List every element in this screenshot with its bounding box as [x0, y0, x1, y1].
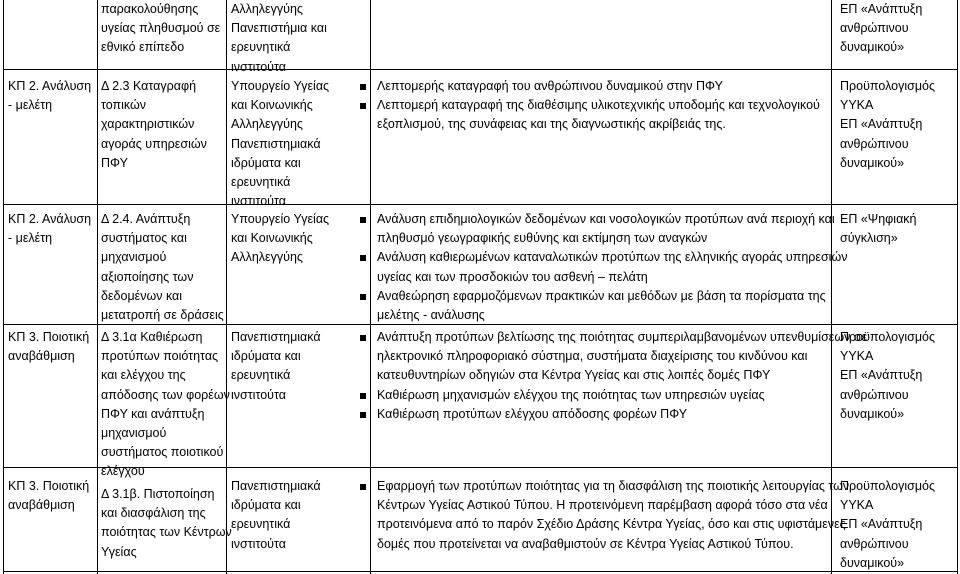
funding-cell-line: ΕΠ «Ανάπτυξη: [840, 517, 923, 532]
action-cell-line: μηχανισμού: [101, 250, 167, 265]
activity-text: Καθιέρωση μηχανισμών ελέγχου της ποιότητας των υπηρεσιών υγείας: [377, 387, 765, 402]
funding-cell-line: ανθρώπινου: [840, 136, 909, 151]
table-column-border: [97, 0, 98, 574]
action-cell-line: αξιοποίησης των: [101, 269, 194, 284]
funding-cell-line: ΥΥΚΑ: [840, 98, 874, 113]
bodies-cell-line: Υπουργείο Υγείας: [231, 212, 330, 226]
action-cell-line: ΠΦΥ και ανάπτυξη: [101, 406, 205, 421]
activity-text-line: [377, 386, 765, 405]
bodies-cell-line: Πανεπιστημιακά: [231, 136, 321, 151]
bullet-icon: [360, 335, 366, 341]
table-row-border: [3, 467, 957, 468]
bullet-icon: [360, 294, 366, 300]
action-cell-line: μετατροπή σε δράσεις: [101, 308, 224, 322]
action-cell-line: Δ 2.3 Καταγραφή: [101, 79, 197, 93]
activity-text: Λεπτομερής καταγραφή του ανθρώπινου δυναμικού στην ΠΦΥ: [377, 79, 723, 93]
funding-cell-line: ΥΥΚΑ: [840, 498, 874, 513]
activity-text-line: [377, 210, 835, 229]
funding-cell-line: δυναμικού»: [840, 555, 905, 570]
activity-text-line: ηλεκτρονικό πληροφοριακό σύστημα, συστήματα διαχείρισης του κινδύνου και: [377, 349, 808, 364]
funding-cell-line: δυναμικού»: [840, 40, 905, 55]
bodies-cell-line: ινστιτούτα: [231, 536, 286, 551]
action-cell-line: εθνικό επίπεδο: [101, 40, 185, 55]
bodies-cell-line: ινστιτούτα: [231, 387, 286, 402]
bullet-icon: [360, 217, 366, 223]
action-cell-line: Δ 2.4. Ανάπτυξη: [101, 212, 191, 226]
bullet-icon: [360, 255, 366, 261]
bullet-icon: [360, 484, 366, 490]
bodies-cell-line: ιδρύματα και: [231, 498, 301, 513]
action-cell-line: τοπικών: [101, 98, 147, 113]
activity-text-line: [377, 287, 826, 306]
funding-cell-line: ΥΥΚΑ: [840, 349, 874, 364]
action-cell-line: δεδομένων και: [101, 288, 183, 303]
activity-text-line: [377, 96, 820, 115]
activity-text-line: κατευθυντηρίων οδηγιών στα Κέντρα Υγείας και στις λοιπές δομές ΠΦΥ: [377, 368, 771, 383]
action-cell-line: Δ 3.1α Καθιέρωση: [101, 330, 203, 344]
bodies-cell-line: ινστιτούτα: [231, 59, 286, 74]
table-row-border: [3, 69, 957, 70]
table-column-border: [957, 0, 958, 574]
table-column-border: [3, 0, 4, 574]
activity-text: Αναθεώρηση εφαρμοζόμενων πρακτικών και μεθόδων με βάση τα πορίσματα της: [377, 288, 826, 303]
goal-cell-line: αναβάθμιση: [8, 349, 75, 364]
action-cell-line: ελέγχου: [101, 464, 145, 479]
activity-text: Καθιέρωση προτύπων ελέγχου απόδοσης φορέων ΠΦΥ: [377, 406, 688, 421]
funding-cell-line: ανθρώπινου: [840, 387, 909, 402]
bullet-icon: [360, 103, 366, 109]
bodies-cell-line: Πανεπιστημιακά: [231, 479, 321, 493]
activity-text-line: [377, 405, 687, 424]
bodies-cell-line: ιδρύματα και: [231, 155, 301, 170]
activity-text-line: δομές που προτείνεται να αναβαθμιστούν σε Κέντρα Υγείας Αστικού Τύπου.: [377, 536, 794, 551]
bodies-cell-line: και Κοινωνικής: [231, 98, 313, 113]
bullet-icon: [360, 412, 366, 418]
funding-cell-line: ανθρώπινου: [840, 536, 909, 551]
activity-text: Εφαρμογή των προτύπων ποιότητας για τη διασφάλιση της ποιοτικής λειτουργίας των: [377, 479, 850, 493]
action-cell-line: υγείας πληθυσμού σε: [101, 21, 221, 36]
bodies-cell-line: ερευνητικά: [231, 175, 291, 189]
bodies-cell-line: ερευνητικά: [231, 40, 291, 55]
bodies-cell-line: Αλληλεγγύης: [231, 117, 303, 132]
funding-cell-line: Προϋπολογισμός: [840, 330, 936, 344]
bodies-cell-line: Πανεπιστήμια και: [231, 21, 327, 36]
funding-cell-line: δυναμικού»: [840, 155, 905, 170]
goal-cell-line: - μελέτη: [8, 98, 53, 113]
funding-cell-line: ΕΠ «Ψηφιακή: [840, 212, 917, 226]
activity-text-line: πληθυσμό γεωγραφικής ευθύνης και εκτίμηση των αναγκών: [377, 231, 708, 246]
activity-text-line: [377, 477, 849, 496]
bullet-icon: [360, 84, 366, 90]
bodies-cell-line: ιδρύματα και: [231, 349, 301, 364]
action-cell-line: Υγείας: [101, 544, 137, 559]
goal-cell-line: - μελέτη: [8, 231, 53, 246]
funding-cell-line: δυναμικού»: [840, 406, 905, 421]
table-column-border: [226, 0, 227, 574]
activity-text: Ανάλυση καθιερωμένων καταναλωτικών προτύπων της ελληνικής αγοράς υπηρεσιών: [377, 250, 848, 265]
action-cell-line: αγοράς υπηρεσιών: [101, 136, 207, 151]
action-cell-line: προτύπων ποιότητας: [101, 349, 219, 364]
bodies-cell-line: Αλληλεγγύης: [231, 2, 303, 16]
action-cell-line: συστήματος ποιοτικού: [101, 445, 224, 460]
action-cell-line: ποιότητας των Κέντρων: [101, 525, 232, 540]
funding-cell-line: ΕΠ «Ανάπτυξη: [840, 368, 923, 383]
activity-text-line: υγείας και των προσδοκιών του ασθενή – πελάτη: [377, 269, 648, 284]
activity-text-line: [377, 77, 723, 96]
goal-cell-line: ΚΠ 2. Ανάλυση: [8, 79, 92, 93]
goal-cell-line: αναβάθμιση: [8, 498, 75, 513]
bodies-cell-line: και Κοινωνικής: [231, 231, 313, 246]
activity-text-line: [377, 248, 847, 267]
funding-cell-line: ΕΠ «Ανάπτυξη: [840, 2, 923, 16]
action-cell-line: ΠΦΥ: [101, 155, 128, 170]
goal-cell-line: ΚΠ 3. Ποιοτική: [8, 330, 90, 344]
goal-cell-line: ΚΠ 2. Ανάλυση: [8, 212, 92, 226]
activity-text-line: Κέντρων Υγείας Αστικού Τύπου. Η προτεινόμενη παρέμβαση αφορά τόσο στα νέα: [377, 498, 828, 513]
activity-text-line: [377, 328, 867, 347]
action-cell-line: και ελέγχου της: [101, 368, 186, 383]
goal-cell-line: ΚΠ 3. Ποιοτική: [8, 479, 90, 493]
activity-text: Ανάλυση επιδημιολογικών δεδομένων και νοσολογικών προτύπων ανά περιοχή και: [377, 212, 835, 226]
action-cell-line: παρακολούθησης: [101, 2, 199, 16]
activity-text-line: εξοπλισμού, της συνάφειας και της διαγνωστικής ακρίβειάς της.: [377, 117, 726, 132]
action-cell-line: συστήματος και: [101, 231, 187, 246]
table-row-border: [3, 571, 957, 572]
table-column-border: [370, 0, 371, 574]
action-cell-line: απόδοσης των φορέων: [101, 387, 230, 402]
funding-cell-line: ανθρώπινου: [840, 21, 909, 36]
bodies-cell-line: Αλληλεγγύης: [231, 250, 303, 265]
bodies-cell-line: Υπουργείο Υγείας: [231, 79, 330, 93]
activity-text-line: μελέτης - ανάλυσης: [377, 308, 485, 322]
action-cell-line: και διασφάλιση της: [101, 506, 206, 521]
funding-cell-line: Προϋπολογισμός: [840, 79, 936, 93]
funding-cell-line: ΕΠ «Ανάπτυξη: [840, 117, 923, 132]
funding-cell-line: σύγκλιση»: [840, 231, 898, 246]
bodies-cell-line: Πανεπιστημιακά: [231, 330, 321, 344]
activity-text: Λεπτομερή καταγραφή της διαθέσιμης υλικοτεχνικής υποδομής και τεχνολογικού: [377, 98, 820, 113]
action-cell-line: χαρακτηριστικών: [101, 117, 195, 132]
funding-cell-line: Προϋπολογισμός: [840, 479, 936, 493]
action-cell-line: μηχανισμού: [101, 426, 167, 440]
bodies-cell-line: ερευνητικά: [231, 368, 291, 383]
activity-text-line: προτεινόμενα από το παρόν Σχέδιο Δράσης Κέντρα Υγείας, όσο και στις υφιστάμενες: [377, 517, 846, 532]
bodies-cell-line: ινστιτούτα: [231, 194, 286, 209]
action-cell-line: Δ 3.1β. Πιστοποίηση: [101, 487, 215, 501]
bullet-icon: [360, 393, 366, 399]
activity-text: Ανάπτυξη προτύπων βελτίωσης της ποιότητας συμπεριλαμβανομένων υπενθυμίσεων σε: [377, 330, 868, 344]
bodies-cell-line: ερευνητικά: [231, 517, 291, 532]
table-row-border: [3, 204, 957, 205]
